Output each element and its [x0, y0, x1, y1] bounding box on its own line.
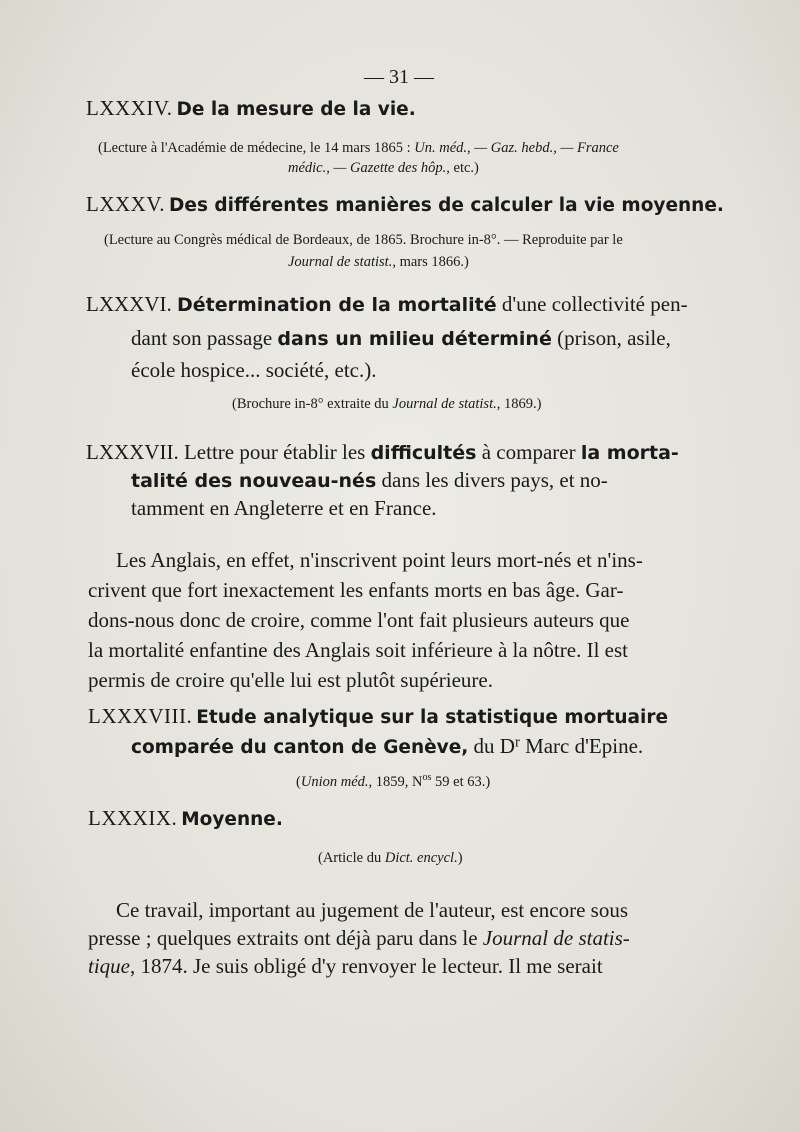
- entry-88-line1: [88, 704, 668, 729]
- entry-title-bold: Moyenne.: [181, 809, 283, 830]
- entry-86-line1: [86, 292, 688, 317]
- note-text: (: [296, 773, 301, 790]
- paragraph-1-line2: crivent que fort inexactement les enfants morts en bas âge. Gar-: [88, 578, 624, 602]
- note-text: 59 et 63.): [431, 773, 491, 790]
- paragraph-1-line1: Les Anglais, en effet, n'inscrivent point leurs mort-nés et n'ins-: [116, 548, 643, 572]
- entry-title-bold: talité des nouveau-nés: [131, 470, 377, 492]
- entry-title-text: (prison, asile,: [551, 326, 671, 350]
- entry-title-bold: dans un milieu déterminé: [277, 328, 552, 350]
- entry-number: LXXXVIII.: [88, 704, 193, 728]
- paragraph-text: , 1874. Je suis obligé d'y renvoyer le lecteur. Il me serait: [130, 954, 603, 978]
- paragraph-citation: Journal de statis-: [482, 926, 630, 950]
- note-text: , 1869.): [496, 396, 542, 412]
- entry-title-bold: difficultés: [370, 442, 477, 464]
- entry-number: LXXXIX.: [88, 806, 178, 830]
- paragraph-2-line2: [88, 926, 630, 951]
- note-citation: Journal de statist.: [392, 396, 497, 412]
- note-text: (Lecture à l'Académie de médecine, le 14 mars 1865 :: [98, 140, 415, 156]
- paragraph-1-line4: la mortalité enfantine des Anglais soit inférieure à la nôtre. Il est: [88, 638, 628, 662]
- entry-title-text: Lettre pour établir les: [178, 440, 371, 464]
- entry-84-note-line2: [288, 160, 479, 177]
- entry-title-text: d'une collectivité pen-: [496, 292, 688, 316]
- entry-87-line2: [131, 468, 608, 493]
- note-text: , etc.): [446, 160, 479, 176]
- entry-86-line2: [131, 326, 671, 351]
- entry-89-note: [318, 850, 463, 867]
- entry-89-heading: [88, 806, 283, 831]
- entry-86-line3: école hospice... société, etc.).: [131, 358, 377, 382]
- note-text: , mars 1866.): [392, 254, 469, 270]
- entry-84-heading: [86, 96, 416, 121]
- entry-title-text: Marc d'Epine.: [519, 734, 644, 758]
- paragraph-1-line3: dons-nous donc de croire, comme l'ont fait plusieurs auteurs que: [88, 608, 630, 632]
- entry-85-note-line2: [288, 254, 469, 271]
- entry-88-note: [296, 772, 490, 791]
- note-citation: Union méd.: [300, 773, 369, 790]
- entry-number: LXXXVI.: [86, 292, 172, 316]
- entry-84-note-line1: [98, 140, 619, 157]
- entry-title: Des différentes manières de calculer la vie moyenne.: [169, 195, 724, 216]
- paragraph-citation: tique: [88, 954, 130, 978]
- entry-title-bold: la morta-: [580, 442, 679, 464]
- entry-87-line3: tamment en Angleterre et en France.: [131, 496, 437, 520]
- note-citation: médic., — Gazette des hôp.: [288, 160, 447, 176]
- entry-85-note-line1: (Lecture au Congrès médical de Bordeaux, de 1865. Brochure in-8°. — Reproduite par le: [104, 232, 623, 248]
- note-text: ): [457, 850, 463, 866]
- entry-title-text: à comparer: [476, 440, 581, 464]
- paragraph-2-line1: Ce travail, important au jugement de l'auteur, est encore sous: [116, 898, 629, 922]
- page-number: — 31 —: [364, 66, 434, 88]
- note-citation: Dict. encycl.: [384, 850, 458, 866]
- entry-88-line2: [131, 734, 643, 759]
- entry-number: LXXXVII.: [86, 440, 179, 464]
- entry-title-bold: Etude analytique sur la statistique mortuaire: [196, 707, 668, 728]
- note-text: , 1859, N: [368, 773, 423, 790]
- note-text: (Brochure in-8° extraite du: [232, 396, 393, 412]
- superscript: r: [514, 734, 520, 751]
- paragraph-text: presse ; quelques extraits ont déjà paru dans le: [88, 926, 483, 950]
- entry-number: LXXXV.: [86, 192, 166, 216]
- entry-title-bold: comparée du canton de Genève,: [131, 737, 469, 758]
- paragraph-2-line3: [88, 954, 603, 979]
- entry-number: LXXXIV.: [86, 96, 173, 120]
- entry-title-text: dans les divers pays, et no-: [376, 468, 608, 492]
- paragraph-1-line5: permis de croire qu'elle lui est plutôt supérieure.: [88, 668, 493, 692]
- entry-title-text: dant son passage: [131, 326, 278, 350]
- entry-85-heading: [86, 192, 724, 217]
- note-citation: Journal de statist.: [288, 254, 393, 270]
- note-text: (Article du: [318, 850, 385, 866]
- entry-86-note: [232, 396, 541, 413]
- entry-title-bold: Détermination de la mortalité: [176, 294, 497, 316]
- superscript: os: [422, 772, 432, 783]
- entry-title: De la mesure de la vie.: [176, 99, 416, 120]
- note-citation: Un. méd., — Gaz. hebd., — France: [414, 140, 619, 156]
- entry-87-line1: [86, 440, 679, 465]
- entry-title-text: du D: [468, 734, 515, 758]
